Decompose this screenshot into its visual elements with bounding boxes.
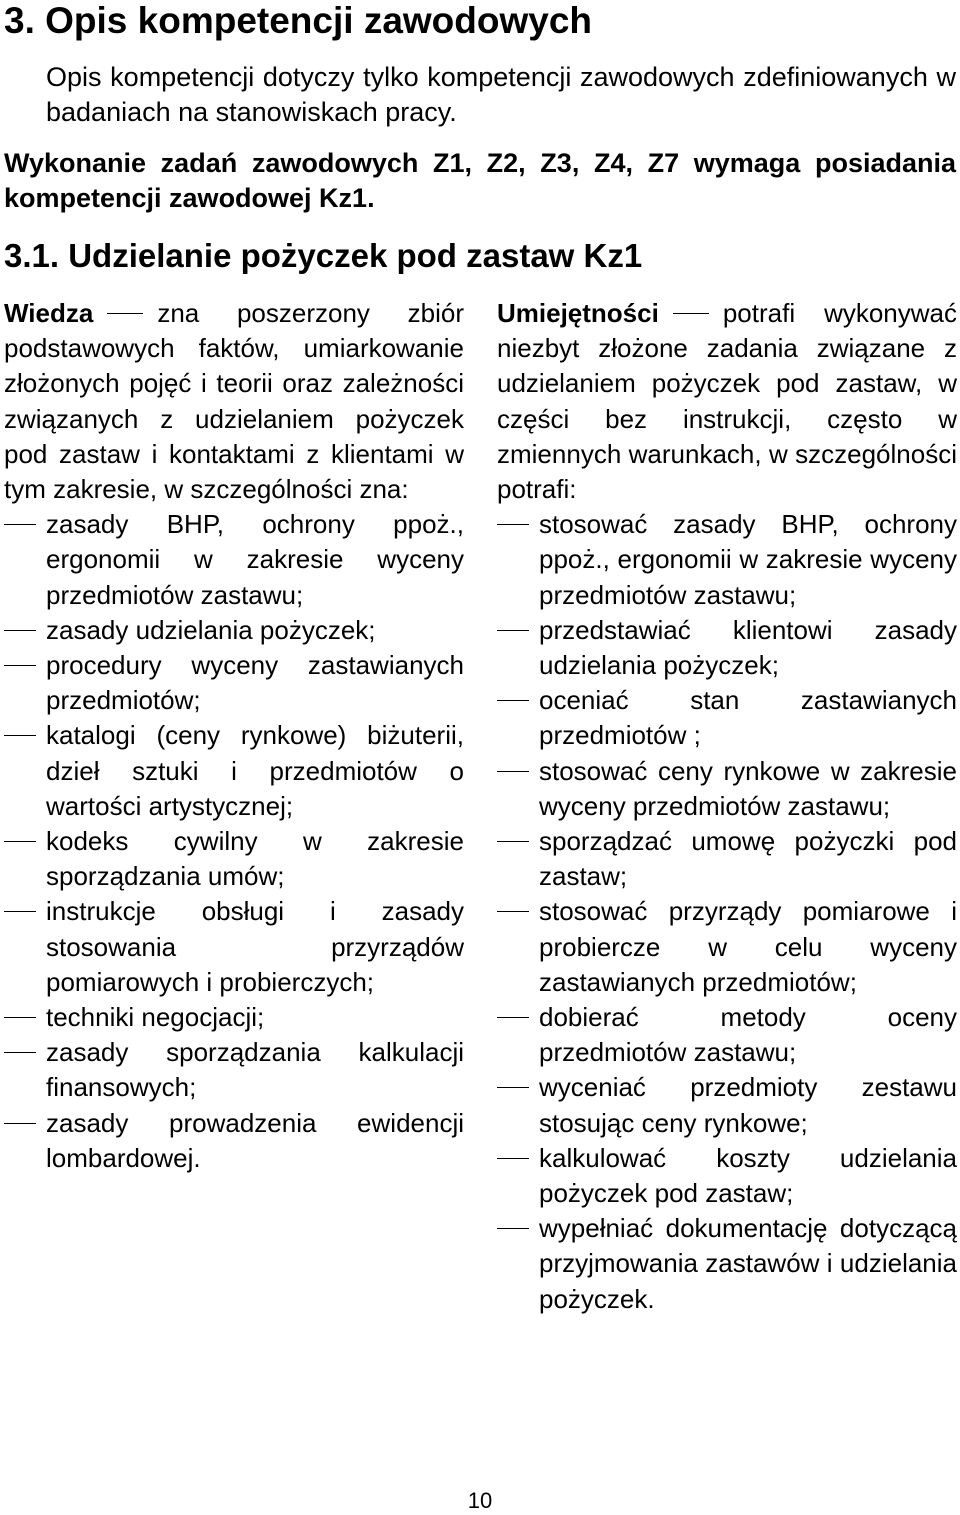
page-number: 10	[467, 1488, 493, 1513]
list-item	[497, 613, 957, 683]
list-item	[497, 1000, 957, 1070]
list-item	[4, 613, 464, 648]
dash-icon	[497, 700, 529, 701]
list-item	[497, 754, 957, 824]
list-item-text: wypełniać dokumentację dotyczącą przyjmowania zastawów i udzielania pożyczek.	[539, 1213, 957, 1314]
dash-icon	[497, 911, 529, 912]
competency-requirement: Wykonanie zadań zawodowych Z1, Z2, Z3, Z4, Z7 wymaga posiadania kompetencji zawodowej Kz1.	[4, 148, 956, 213]
dash-icon	[4, 630, 36, 631]
list-item-text: stosować ceny rynkowe w zakresie wyceny przedmiotów zastawu;	[539, 755, 957, 821]
dash-icon	[4, 1052, 36, 1053]
list-item	[497, 683, 957, 753]
list-item-text: techniki negocjacji;	[46, 1002, 265, 1033]
dash-icon	[497, 630, 529, 631]
list-item-text: wyceniać przedmioty zestawu stosując ceny rynkowe;	[539, 1072, 957, 1138]
list-item	[497, 824, 957, 894]
list-item	[497, 1070, 957, 1140]
knowledge-list	[4, 507, 464, 1176]
dash-icon	[497, 524, 529, 525]
knowledge-lead-text: zna poszerzony zbiór podstawowych faktów, umiarkowanie złożonych pojęć i teorii oraz zależności związanych z udzielaniem pożyczek pod zastaw i kontaktami z klientami w tym zakresie, w szczególności zna:	[4, 298, 464, 505]
list-item	[4, 1000, 464, 1035]
dash-icon	[497, 771, 529, 772]
list-item-text: oceniać stan zastawianych przedmiotów ;	[539, 685, 957, 751]
list-item-text: procedury wyceny zastawianych przedmiotów;	[46, 650, 464, 716]
list-item-text: kodeks cywilny w zakresie sporządzania umów;	[46, 826, 464, 892]
list-item	[497, 1211, 957, 1317]
list-item	[497, 894, 957, 1000]
skills-lead-paragraph	[497, 296, 957, 507]
list-item-text: katalogi (ceny rynkowe) biżuterii, dzieł sztuki i przedmiotów o wartości artystycznej;	[46, 720, 464, 821]
dash-icon	[4, 735, 36, 736]
dash-icon	[107, 313, 143, 314]
list-item-text: zasady BHP, ochrony ppoż., ergonomii w zakresie wyceny przedmiotów zastawu;	[46, 509, 464, 610]
list-item	[4, 894, 464, 1000]
knowledge-lead-paragraph	[4, 296, 464, 507]
list-item	[4, 648, 464, 718]
dash-icon	[497, 841, 529, 842]
knowledge-label: Wiedza	[4, 298, 94, 328]
dash-icon	[4, 524, 36, 525]
skills-lead-text: potrafi wykonywać niezbyt złożone zadania związane z udzielaniem pożyczek pod zastaw, w części bez instrukcji, często w zmiennych warunkach, w szczególności potrafi:	[497, 298, 957, 505]
list-item-text: stosować przyrządy pomiarowe i probiercze w celu wyceny zastawianych przedmiotów;	[539, 896, 957, 997]
list-item-text: zasady prowadzenia ewidencji lombardowej.	[46, 1107, 464, 1173]
list-item-text: kalkulować koszty udzielania pożyczek pod zastaw;	[539, 1142, 957, 1209]
list-item-text: instrukcje obsługi i zasady stosowania przyrządów pomiarowych i probierczych;	[46, 896, 464, 997]
list-item	[4, 1106, 464, 1176]
skills-list	[497, 507, 957, 1317]
list-item-text: zasady sporządzania kalkulacji finansowych;	[46, 1037, 464, 1103]
list-item	[497, 1141, 957, 1211]
dash-icon	[4, 841, 36, 842]
subsection-title: 3.1. Udzielanie pożyczek pod zastaw Kz1	[4, 237, 643, 274]
list-item	[4, 1035, 464, 1105]
dash-icon	[497, 1228, 529, 1229]
dash-icon	[4, 665, 36, 666]
dash-icon	[4, 1123, 36, 1124]
skills-label: Umiejętności	[497, 298, 659, 328]
list-item	[4, 824, 464, 894]
dash-icon	[497, 1017, 529, 1018]
skills-column	[497, 296, 957, 1317]
list-item	[497, 507, 957, 613]
list-item-text: sporządzać umowę pożyczki pod zastaw;	[539, 826, 957, 892]
list-item-text: dobierać metody oceny przedmiotów zastawu;	[539, 1002, 957, 1068]
section-intro: Opis kompetencji dotyczy tylko kompetencji zawodowych zdefiniowanych w badaniach na stanowiskach pracy.	[46, 62, 956, 127]
list-item	[4, 718, 464, 824]
dash-icon	[4, 911, 36, 912]
list-item-text: stosować zasady BHP, ochrony ppoż., ergonomii w zakresie wyceny przedmiotów zastawu;	[539, 509, 957, 610]
dash-icon	[673, 313, 709, 314]
knowledge-column	[4, 296, 464, 1176]
list-item	[4, 507, 464, 613]
dash-icon	[497, 1158, 529, 1159]
list-item-text: zasady udzielania pożyczek;	[46, 614, 376, 645]
dash-icon	[497, 1087, 529, 1088]
section-title: 3. Opis kompetencji zawodowych	[4, 0, 593, 41]
dash-icon	[4, 1017, 36, 1018]
list-item-text: przedstawiać klientowi zasady udzielania pożyczek;	[539, 614, 957, 681]
